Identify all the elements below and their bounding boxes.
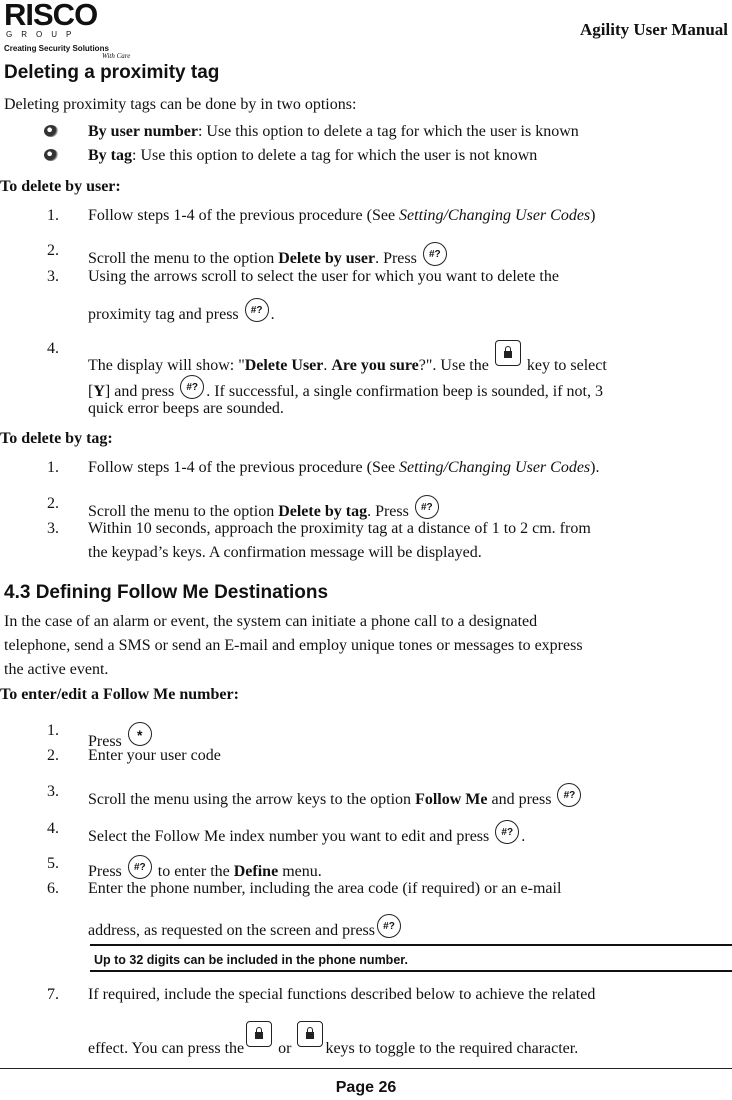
logo-group-text: GROUP	[6, 30, 81, 39]
page-number: Page 26	[335, 1079, 397, 1096]
step-text: proximity tag and press	[88, 306, 243, 323]
subheading-text: To delete by tag	[0, 430, 108, 447]
subheading-delete-by-user: To delete by user:	[0, 178, 121, 195]
step-text: ] and press	[104, 383, 179, 400]
step-text: Scroll the menu using the arrow keys to the option	[88, 791, 416, 808]
step-text: key to select	[522, 357, 607, 374]
star-key-icon: *	[128, 722, 152, 746]
step-text: Scroll the menu to the option	[88, 503, 279, 520]
menu-option-name: Follow Me	[415, 791, 488, 808]
subheading-text: To delete by user	[0, 178, 116, 195]
step-text: .	[270, 306, 275, 323]
step-number: 2.	[47, 242, 59, 259]
hash-key-icon: #?	[415, 495, 439, 519]
step-text: [	[88, 383, 94, 400]
step-text: and press	[487, 791, 556, 808]
step-text: Using the arrows scroll to select the user for which you want to delete the	[88, 268, 559, 285]
cross-reference: Setting/Changing User Codes	[399, 459, 591, 476]
step-text: Follow steps 1-4 of the previous procedure (See	[88, 459, 400, 476]
step-number: 5.	[47, 855, 59, 872]
logo-tagline: Creating Security Solutions	[4, 44, 109, 53]
option-label: By tag	[88, 147, 132, 164]
hash-key-icon: #?	[495, 820, 519, 844]
subheading-text: To enter/edit a Follow Me number	[0, 686, 234, 703]
hash-key-icon: #?	[245, 298, 269, 322]
menu-option-name: Delete by tag	[278, 503, 368, 520]
option-text: : Use this option to delete a tag for which the user is known	[197, 123, 579, 140]
footer-divider	[0, 1068, 732, 1069]
step-text: Scroll the menu to the option	[88, 250, 279, 267]
lock-key-icon	[297, 1021, 323, 1047]
step-text: quick error beeps are sounded.	[88, 400, 284, 417]
step-text: ).	[590, 459, 600, 476]
section-heading-deleting-tag: Deleting a proximity tag	[4, 62, 220, 83]
step-number: 4.	[47, 820, 59, 837]
note-box: Up to 32 digits can be included in the phone number.	[90, 944, 732, 972]
hash-key-icon: #?	[377, 914, 401, 938]
menu-option-name: Delete by user	[278, 250, 376, 267]
step-text: .	[323, 357, 332, 374]
step-text: . Press	[375, 250, 421, 267]
key-letter: Y	[93, 383, 105, 400]
step-text: . If successful, a single confirmation beep is sounded, if not, 3	[206, 383, 603, 400]
step-number: 1.	[47, 722, 59, 739]
step-text: Select the Follow Me index number you want to edit and press	[88, 828, 494, 845]
step-text: If required, include the special functions described below to achieve the related	[88, 986, 596, 1003]
step-text: to enter the	[153, 863, 234, 880]
cross-reference: Setting/Changing User Codes	[399, 207, 591, 224]
step-text: keys to toggle to the required character.	[325, 1040, 579, 1057]
paragraph-line: In the case of an alarm or event, the system can initiate a phone call to a designated	[4, 613, 538, 630]
step-text: the keypad’s keys. A confirmation message will be displayed.	[88, 544, 482, 561]
paragraph-line: telephone, send a SMS or send an E-mail and employ unique tones or messages to express	[4, 637, 583, 654]
step-number: 2.	[47, 747, 59, 764]
intro-text: Deleting proximity tags can be done by in two options:	[4, 96, 357, 113]
hash-key-icon: #?	[423, 242, 447, 266]
logo-signature: With Care	[102, 52, 131, 60]
step-number: 3.	[47, 520, 59, 537]
option-text: : Use this option to delete a tag for which the user is not known	[132, 147, 538, 164]
display-text: Are you sure	[331, 357, 419, 374]
step-number: 1.	[47, 459, 59, 476]
step-text: The display will show: "	[88, 357, 245, 374]
step-text: Enter the phone number, including the area code (if required) or an e-mail	[88, 880, 562, 897]
logo-wordmark: RISCO	[4, 0, 98, 32]
subheading-delete-by-tag: To delete by tag:	[0, 430, 113, 447]
step-text: address, as requested on the screen and press	[88, 922, 376, 939]
step-text: menu.	[278, 863, 322, 880]
hash-key-icon: #?	[180, 375, 204, 399]
step-number: 4.	[47, 340, 59, 357]
subheading-enter-follow-me: To enter/edit a Follow Me number:	[0, 686, 239, 703]
hash-key-icon: #?	[557, 783, 581, 807]
step-text: Press	[88, 733, 126, 750]
step-text: or	[274, 1040, 296, 1057]
step-text: Within 10 seconds, approach the proximity tag at a distance of 1 to 2 cm. from	[88, 520, 591, 537]
step-number: 3.	[47, 268, 59, 285]
paragraph-line: the active event.	[4, 661, 109, 678]
step-number: 1.	[47, 207, 59, 224]
lock-key-icon	[495, 340, 521, 366]
display-text: Delete User	[244, 357, 324, 374]
step-number: 6.	[47, 880, 59, 897]
document-title: Agility User Manual	[580, 20, 728, 39]
option-label: By user number	[88, 123, 198, 140]
step-text: .	[521, 828, 526, 845]
step-text: . Press	[367, 503, 413, 520]
menu-option-name: Define	[233, 863, 279, 880]
risco-logo	[2, 0, 132, 64]
step-text: effect. You can press the	[88, 1040, 245, 1057]
step-number: 7.	[47, 986, 59, 1003]
step-text: Follow steps 1-4 of the previous procedure (See	[88, 207, 400, 224]
step-text: )	[590, 207, 596, 224]
lock-key-icon	[246, 1021, 272, 1047]
bullet-icon	[44, 149, 62, 161]
bullet-icon	[44, 125, 62, 137]
step-number: 3.	[47, 783, 59, 800]
step-text: Enter your user code	[88, 747, 221, 764]
step-text: Press	[88, 863, 126, 880]
step-number: 2.	[47, 495, 59, 512]
hash-key-icon: #?	[128, 855, 152, 879]
step-text: ?". Use the	[418, 357, 493, 374]
section-heading-follow-me: 4.3 Defining Follow Me Destinations	[4, 582, 329, 603]
